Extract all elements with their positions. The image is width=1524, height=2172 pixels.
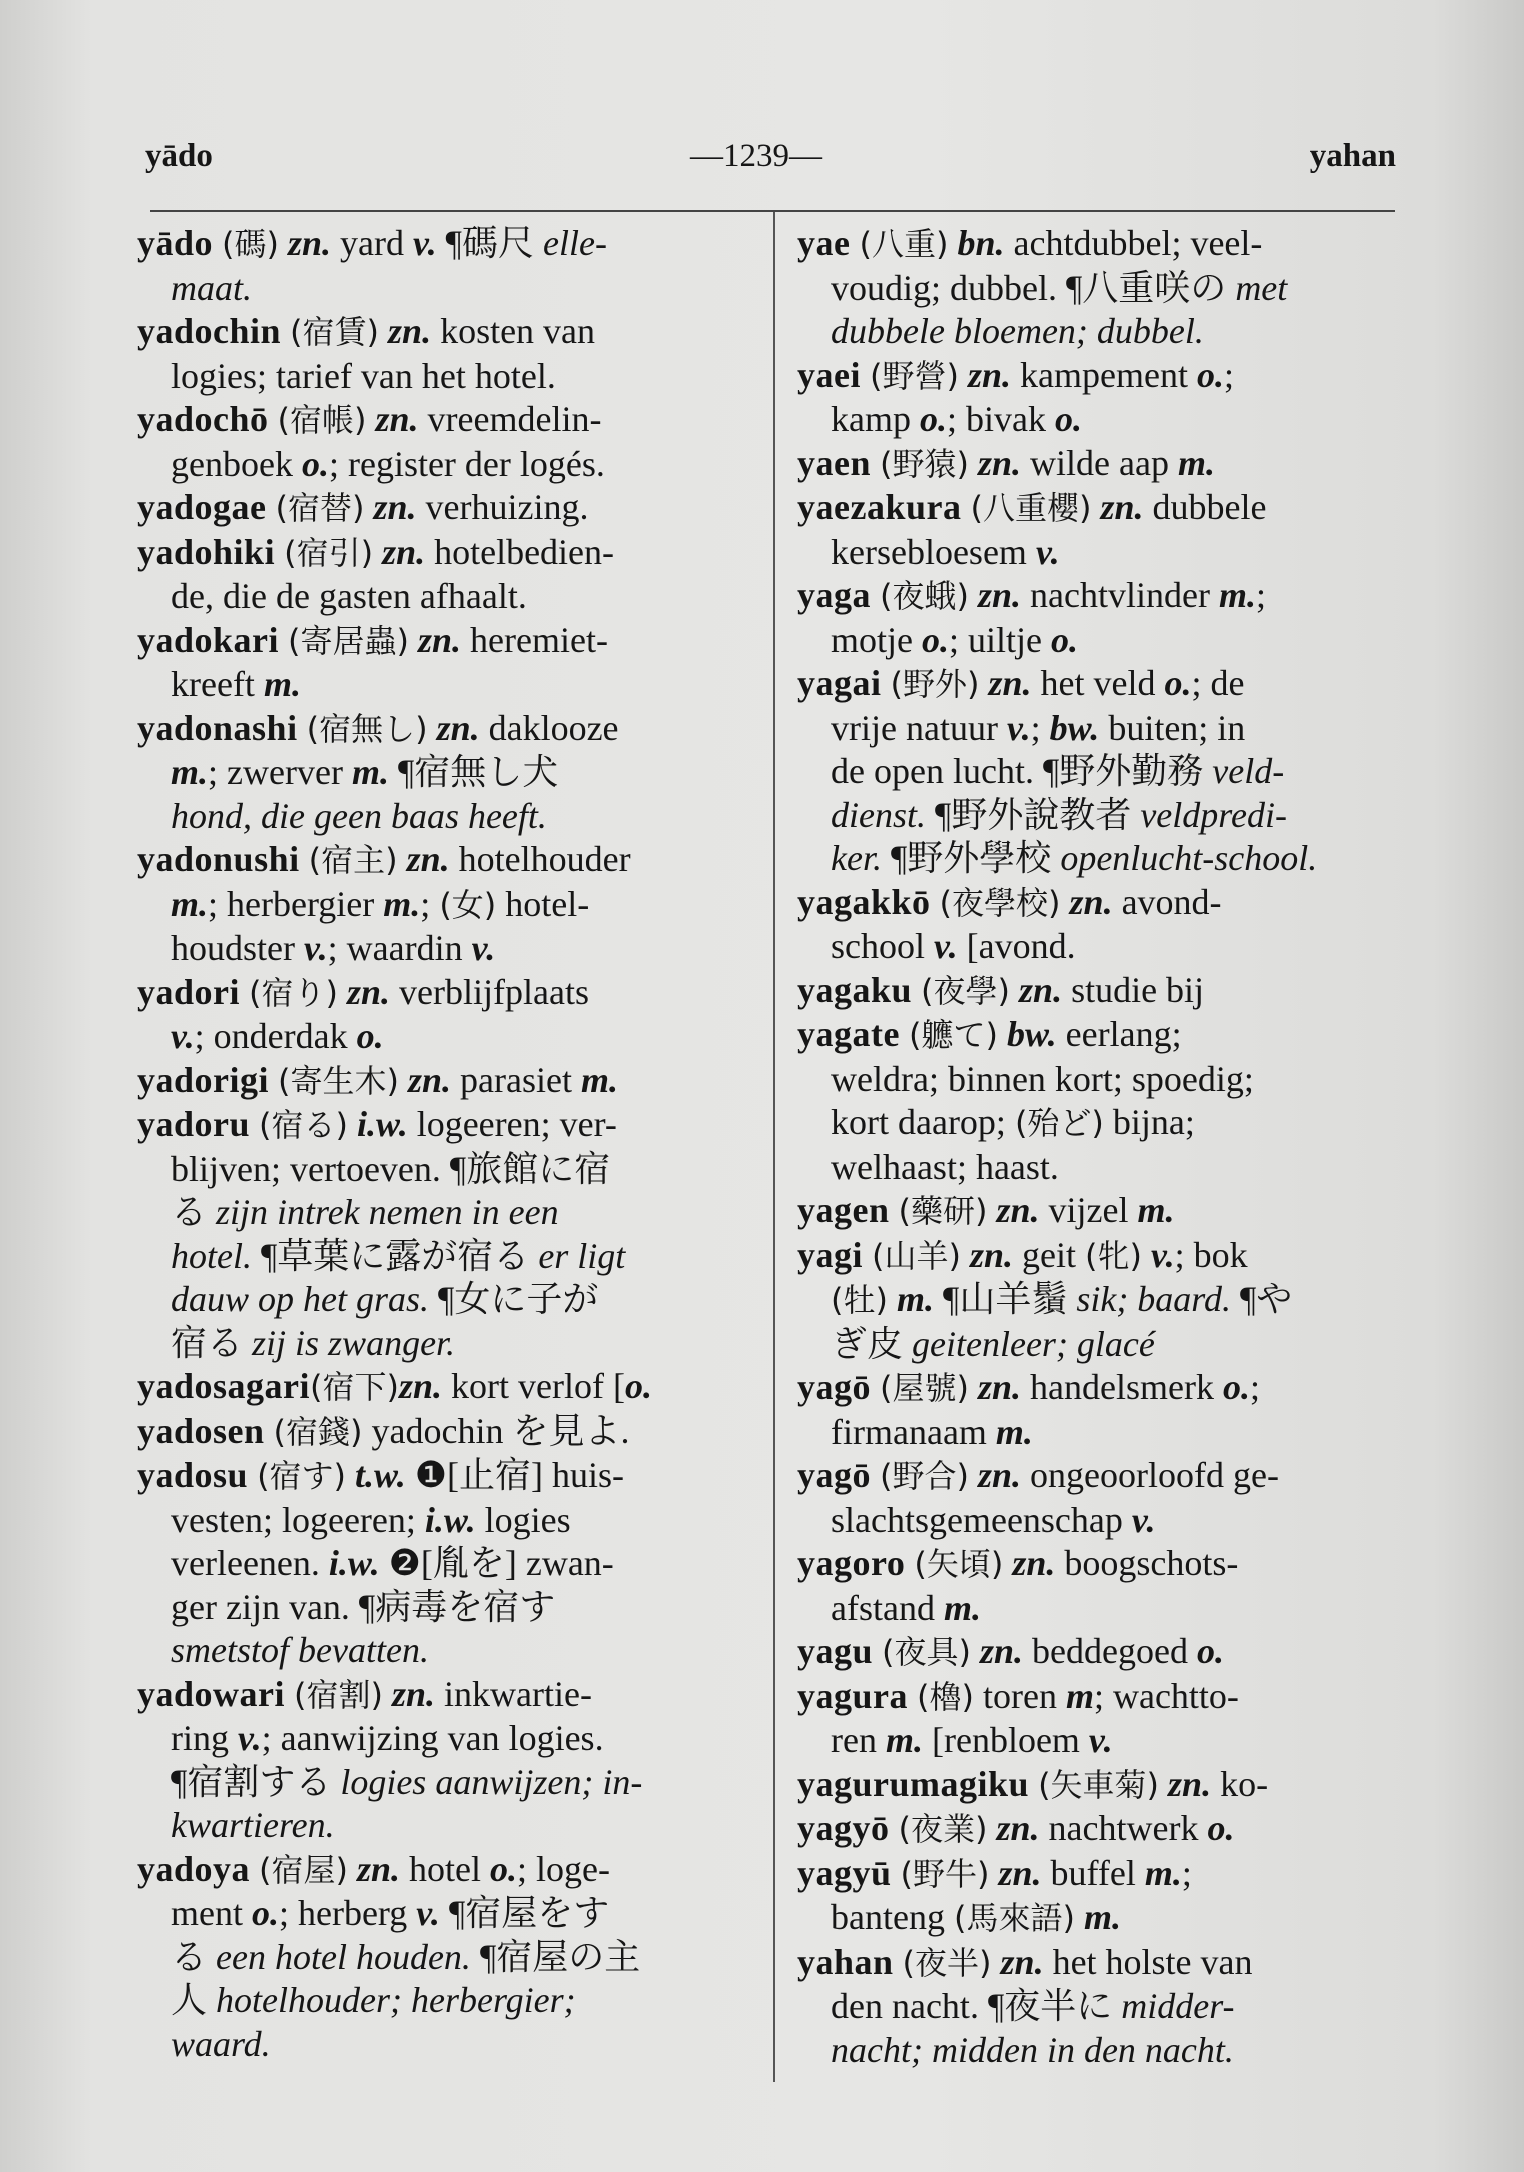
entry-headline: yadoya (宿屋) zn. hotel o.; loge-	[137, 1848, 611, 1889]
entry-headline: yagura (櫓) toren m; wachtto-	[797, 1675, 1239, 1716]
entry-headline: yagu (夜具) zn. beddegoed o.	[797, 1631, 1224, 1671]
entry-continuation: banteng (馬來語) m.	[831, 1897, 1121, 1937]
page-number: —1239—	[690, 138, 822, 174]
entry-continuation: afstand m.	[831, 1587, 981, 1628]
header-left-word: yādo	[145, 138, 213, 174]
entry-continuation: る een hotel houden. ¶宿屋の主	[171, 1936, 641, 1977]
entry-headline: yadohiki (宿引) zn. hotelbedien-	[137, 531, 615, 572]
dictionary-entry	[797, 442, 1429, 487]
column-divider	[773, 212, 775, 2082]
entry-continuation: vesten; logeeren; i.w. logies	[171, 1499, 571, 1540]
entry-headline: yādo (碼) zn. yard v. ¶碼尺 elle-	[137, 223, 607, 263]
dictionary-entry	[797, 1852, 1429, 1941]
entry-continuation: logies; tarief van het hotel.	[171, 355, 556, 396]
dictionary-entry	[137, 486, 749, 531]
entry-headline: yagō (屋號) zn. handelsmerk o.;	[797, 1367, 1260, 1407]
entry-continuation: waard.	[171, 2023, 271, 2064]
entry-continuation: (牡) m. ¶山羊鬚 sik; baard. ¶や	[831, 1279, 1293, 1319]
entry-continuation: vrije natuur v.; bw. buiten; in	[831, 707, 1246, 748]
entry-headline: yagen (藥研) zn. vijzel m.	[797, 1190, 1175, 1230]
dictionary-entry	[137, 310, 749, 398]
entry-continuation: ment o.; herberg v. ¶宿屋をす	[171, 1893, 610, 1933]
entry-continuation: ぎ皮 geitenleer; glacé	[831, 1323, 1155, 1364]
entry-continuation: welhaast; haast.	[831, 1146, 1059, 1187]
entry-headline: yaga (夜蛾) zn. nachtvlinder m.;	[797, 575, 1266, 615]
entry-continuation: ring v.; aanwijzing van logies.	[171, 1718, 604, 1758]
entry-headline: yadoru (宿る) i.w. logeeren; ver-	[137, 1104, 617, 1144]
entry-headline: yadowari (宿割) zn. inkwartie-	[137, 1673, 592, 1714]
entry-headline: yadosu (宿す) t.w. ❶[止宿] huis-	[137, 1455, 624, 1495]
dictionary-entry	[137, 1410, 749, 1455]
entry-continuation: ren m. [renbloem v.	[831, 1720, 1113, 1760]
entry-continuation: hond, die geen baas heeft.	[171, 795, 547, 836]
entry-headline: yagō (野合) zn. ongeoorloofd ge-	[797, 1455, 1279, 1495]
entry-headline: yadorigi (寄生木) zn. parasiet m.	[137, 1059, 618, 1100]
entry-headline: yagai (野外) zn. het veld o.; de	[797, 663, 1245, 703]
dictionary-entry	[797, 969, 1429, 1014]
entry-continuation: school v. [avond.	[831, 926, 1076, 966]
entry-continuation: 人 hotelhouder; herbergier;	[171, 1980, 576, 2020]
dictionary-entry	[137, 1673, 749, 1848]
dictionary-entry	[137, 971, 749, 1059]
entry-headline: yae (八重) bn. achtdubbel; veel-	[797, 223, 1263, 263]
dictionary-entry	[797, 574, 1429, 662]
entry-continuation: kreeft m.	[171, 664, 301, 704]
entry-headline: yaen (野猿) zn. wilde aap m.	[797, 442, 1215, 483]
dictionary-entry	[137, 1059, 749, 1104]
dictionary-entry	[137, 1848, 749, 2067]
dictionary-entry	[137, 1365, 749, 1410]
dictionary-entry	[797, 1630, 1429, 1675]
dictionary-entry	[797, 486, 1429, 574]
entry-continuation: kwartieren.	[171, 1805, 335, 1845]
right-column	[797, 222, 1429, 2072]
dictionary-entry	[797, 1189, 1429, 1234]
entry-continuation: motje o.; uiltje o.	[831, 619, 1078, 660]
entry-headline: yagi (山羊) zn. geit (牝) v.; bok	[797, 1234, 1248, 1275]
dictionary-entry	[797, 881, 1429, 969]
dictionary-entry	[137, 222, 749, 310]
entry-continuation: slachtsgemeenschap v.	[831, 1499, 1156, 1540]
entry-continuation: kersebloesem v.	[831, 531, 1060, 572]
entry-continuation: maat.	[171, 267, 252, 308]
entry-headline: yagyū (野牛) zn. buffel m.;	[797, 1852, 1192, 1893]
entry-continuation: kamp o.; bivak o.	[831, 399, 1082, 439]
entry-headline: yaei (野營) zn. kampement o.;	[797, 354, 1234, 395]
entry-headline: yagate (軈て) bw. eerlang;	[797, 1014, 1182, 1054]
entry-headline: yadori (宿り) zn. verblijfplaats	[137, 971, 589, 1012]
entry-continuation: blijven; vertoeven. ¶旅館に宿	[171, 1148, 611, 1189]
entry-continuation: den nacht. ¶夜半に midder-	[831, 1986, 1235, 2026]
entry-headline: yadonashi (宿無し) zn. daklooze	[137, 707, 619, 748]
entry-headline: yahan (夜半) zn. het holste van	[797, 1941, 1253, 1982]
entry-continuation: voudig; dubbel. ¶八重咲の met	[831, 267, 1288, 308]
entry-continuation: nacht; midden in den nacht.	[831, 2029, 1234, 2070]
dictionary-entry	[797, 1013, 1429, 1189]
entry-headline: yadochō (宿帳) zn. vreemdelin-	[137, 399, 602, 439]
dictionary-entry	[797, 222, 1429, 354]
header-right-word: yahan	[1309, 138, 1396, 174]
dictionary-entry	[137, 1454, 749, 1673]
entry-headline: yagurumagiku (矢車菊) zn. ko-	[797, 1763, 1269, 1804]
entry-continuation: houdster v.; waardin v.	[171, 928, 496, 968]
entry-continuation: る zijn intrek nemen in een	[171, 1192, 559, 1232]
dictionary-entry	[797, 1675, 1429, 1763]
entry-continuation: de, die de gasten afhaalt.	[171, 576, 527, 616]
entry-headline: yadogae (宿替) zn. verhuizing.	[137, 487, 589, 527]
entry-continuation: ger zijn van. ¶病毒を宿す	[171, 1586, 556, 1627]
entry-headline: yagyō (夜業) zn. nachtwerk o.	[797, 1808, 1235, 1848]
dictionary-entry	[137, 838, 749, 971]
entry-continuation: hotel. ¶草葉に露が宿る er ligt	[171, 1235, 626, 1276]
entry-continuation: verleenen. i.w. ❷[胤を] zwan-	[171, 1543, 614, 1583]
dictionary-entry	[797, 1454, 1429, 1542]
dictionary-entry	[137, 1103, 749, 1365]
entry-headline: yadosen (宿錢) yadochin を見よ.	[137, 1410, 630, 1451]
entry-headline: yaezakura (八重櫻) zn. dubbele	[797, 487, 1267, 527]
entry-continuation: dubbele bloemen; dubbel.	[831, 311, 1204, 351]
entry-continuation: ¶宿割する logies aanwijzen; in-	[171, 1761, 643, 1802]
entry-continuation: m.; zwerver m. ¶宿無し犬	[171, 752, 559, 792]
entry-continuation: weldra; binnen kort; spoedig;	[831, 1058, 1254, 1099]
left-column	[137, 222, 749, 2066]
entry-headline: yagoro (矢頃) zn. boogschots-	[797, 1543, 1239, 1583]
entry-headline: yadokari (寄居蟲) zn. heremiet-	[137, 619, 608, 660]
dictionary-entry	[797, 1366, 1429, 1454]
entry-continuation: dienst. ¶野外說教者 veldpredi-	[831, 794, 1287, 835]
dictionary-entry	[137, 531, 749, 619]
dictionary-entry	[137, 619, 749, 707]
dictionary-entry	[137, 398, 749, 486]
entry-continuation: 宿る zij is zwanger.	[171, 1322, 456, 1363]
entry-continuation: genboek o.; register der logés.	[171, 443, 605, 484]
dictionary-entry	[797, 1542, 1429, 1630]
entry-continuation: de open lucht. ¶野外勤務 veld-	[831, 751, 1285, 791]
entry-continuation: firmanaam m.	[831, 1411, 1033, 1452]
entry-headline: yadonushi (宿主) zn. hotelhouder	[137, 839, 631, 879]
entry-headline: yagakkō (夜學校) zn. avond-	[797, 881, 1222, 922]
entry-headline: yadochin (宿賃) zn. kosten van	[137, 311, 596, 351]
entry-continuation: kort daarop; (殆ど) bijna;	[831, 1102, 1195, 1142]
dictionary-entry	[797, 1234, 1429, 1367]
entry-continuation: dauw op het gras. ¶女に子が	[171, 1279, 599, 1319]
dictionary-entry	[797, 354, 1429, 442]
dictionary-entry	[797, 1941, 1429, 2073]
entry-continuation: ker. ¶野外學校 openlucht-school.	[831, 838, 1318, 878]
dictionary-entry	[797, 1763, 1429, 1808]
entry-headline: yadosagari(宿下)zn. kort verlof [o.	[137, 1366, 652, 1406]
entry-continuation: m.; herbergier m.; (女) hotel-	[171, 883, 590, 924]
entry-continuation: smetstof bevatten.	[171, 1630, 429, 1670]
entry-headline: yagaku (夜學) zn. studie bij	[797, 969, 1205, 1010]
dictionary-entry	[797, 662, 1429, 881]
entry-continuation: v.; onderdak o.	[171, 1016, 384, 1056]
dictionary-entry	[137, 707, 749, 839]
dictionary-entry	[797, 1807, 1429, 1852]
